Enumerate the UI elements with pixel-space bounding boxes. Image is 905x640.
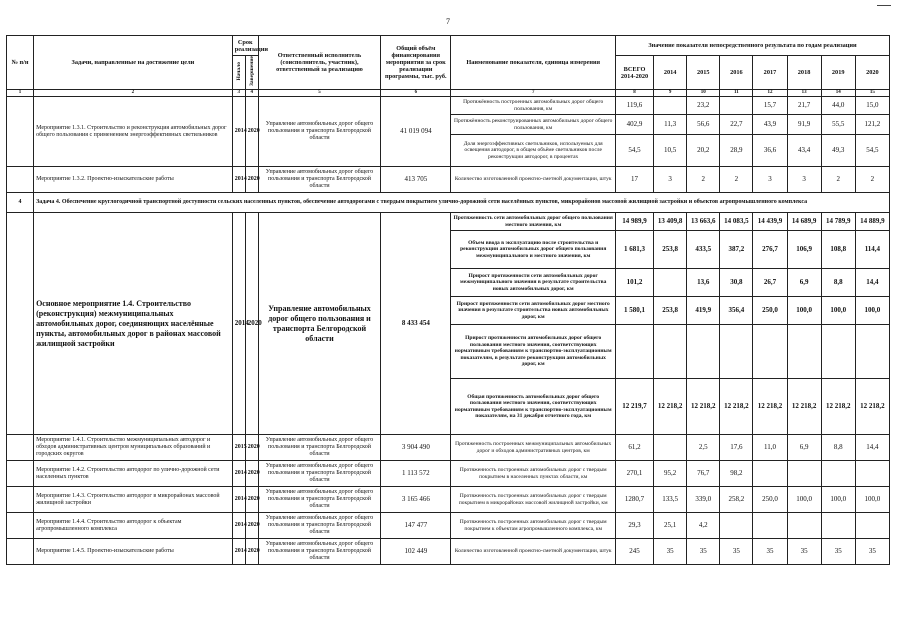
value-cell: 433,5 xyxy=(687,231,720,269)
value-cell: 21,7 xyxy=(787,97,821,115)
task-text: Задача 4. Обеспечение круглогодичной транспортной доступности сельских населенных пунктов, обеспечение автодорогами с твердым покрытием улично-дорожной сети населённых пунктов, микрорайонов массовой жилищной застройки и объектов агропромышленного комплекса xyxy=(34,193,890,213)
value-cell: 100,0 xyxy=(787,487,821,513)
funding-amount: 8 433 454 xyxy=(381,213,451,435)
measure-name: Мероприятие 1.3.2. Проектно-изыскательские работы xyxy=(34,167,233,193)
value-cell: 3 xyxy=(654,167,687,193)
value-cell xyxy=(753,461,787,487)
start-year: 2014 xyxy=(232,513,245,539)
responsible-executor: Управление автомобильных дорог общего пользования и транспорта Белгородской области xyxy=(258,213,380,435)
value-cell xyxy=(787,513,821,539)
value-cell: 245 xyxy=(615,539,653,565)
indicator-name: Количество изготовленной проектно-сметной документации, штук xyxy=(451,167,616,193)
column-number: 10 xyxy=(687,90,720,97)
value-cell: 270,1 xyxy=(615,461,653,487)
value-cell: 14 083,5 xyxy=(720,213,753,231)
value-cell: 101,2 xyxy=(615,269,653,297)
value-cell: 12 219,7 xyxy=(615,379,653,435)
value-cell xyxy=(787,461,821,487)
value-cell: 121,2 xyxy=(855,115,889,135)
value-cell: 2 xyxy=(855,167,889,193)
responsible-executor: Управление автомобильных дорог общего пользования и транспорта Белгородской области xyxy=(258,487,380,513)
value-cell: 23,2 xyxy=(687,97,720,115)
column-number: 1 xyxy=(7,90,34,97)
indicator-name: Протяженность построенных межмуниципальных автомобильных дорог и обходов административных центров, км xyxy=(451,435,616,461)
value-cell xyxy=(821,461,855,487)
value-cell: 22,7 xyxy=(720,115,753,135)
measure-name: Мероприятие 1.4.2. Строительство автодорог по улично-дорожной сети населенных пунктов xyxy=(34,461,233,487)
column-number: 11 xyxy=(720,90,753,97)
header-year: 2014 xyxy=(654,56,687,90)
value-cell: 91,9 xyxy=(787,115,821,135)
value-cell: 43,4 xyxy=(787,135,821,167)
start-year: 2014 xyxy=(232,461,245,487)
value-cell: 12 218,2 xyxy=(687,379,720,435)
column-number: 2 xyxy=(34,90,233,97)
value-cell: 253,8 xyxy=(654,297,687,325)
column-number: 3 xyxy=(232,90,245,97)
column-number: 12 xyxy=(753,90,787,97)
end-year: 2020 xyxy=(245,487,258,513)
value-cell: 356,4 xyxy=(720,297,753,325)
header-indicator: Наименование показателя, единица измерения xyxy=(451,36,616,90)
row-number xyxy=(7,539,34,565)
header-values: Значение показателя непосредственного результата по годам реализации xyxy=(615,36,889,56)
value-cell: 35 xyxy=(687,539,720,565)
responsible-executor: Управление автомобильных дорог общего пользования и транспорта Белгородской области xyxy=(258,539,380,565)
value-cell: 2 xyxy=(720,167,753,193)
value-cell: 3 xyxy=(753,167,787,193)
value-cell: 15,0 xyxy=(855,97,889,115)
value-cell: 8,8 xyxy=(821,435,855,461)
indicator-name: Прирост протяженности сети автомобильных дорог местного значения в результате строительства новых автомобильных дорог, км xyxy=(451,297,616,325)
value-cell: 276,7 xyxy=(753,231,787,269)
main-measure-row xyxy=(7,213,890,231)
row-number xyxy=(7,167,34,193)
measure-name: Мероприятие 1.4.1. Строительство межмуниципальных автодорог и обходов административных центров муниципальных образований и городских округов xyxy=(34,435,233,461)
value-cell: 35 xyxy=(753,539,787,565)
funding-amount: 3 165 466 xyxy=(381,487,451,513)
sub-measure-row xyxy=(7,539,890,565)
end-year: 2020 xyxy=(245,97,258,167)
value-cell: 258,2 xyxy=(720,487,753,513)
end-year: 2020 xyxy=(245,513,258,539)
value-cell: 35 xyxy=(720,539,753,565)
end-year: 2020 xyxy=(245,167,258,193)
column-number: 9 xyxy=(654,90,687,97)
value-cell: 26,7 xyxy=(753,269,787,297)
funding-amount: 102 449 xyxy=(381,539,451,565)
value-cell: 100,0 xyxy=(787,297,821,325)
value-cell: 29,3 xyxy=(615,513,653,539)
indicator-name: Протяжённость реконструированных автомобильных дорог общего пользования, км xyxy=(451,115,616,135)
end-year: 2020 xyxy=(245,435,258,461)
value-cell: 100,0 xyxy=(821,297,855,325)
column-number: 5 xyxy=(258,90,380,97)
value-cell: 11,3 xyxy=(654,115,687,135)
value-cell: 6,9 xyxy=(787,435,821,461)
value-cell xyxy=(821,513,855,539)
page-corner-mark xyxy=(877,5,891,6)
value-cell: 419,9 xyxy=(687,297,720,325)
start-year: 2014 xyxy=(232,97,245,167)
column-number: 6 xyxy=(381,90,451,97)
funding-amount: 3 904 490 xyxy=(381,435,451,461)
value-cell: 14,4 xyxy=(855,435,889,461)
sub-measure-row xyxy=(7,461,890,487)
value-cell: 11,0 xyxy=(753,435,787,461)
indicator-name: Объем ввода в эксплуатацию после строительства и реконструкции автомобильных дорог общего пользования межмуниципального и местного значения, км xyxy=(451,231,616,269)
responsible-executor: Управление автомобильных дорог общего пользования и транспорта Белгородской области xyxy=(258,461,380,487)
column-number: 14 xyxy=(821,90,855,97)
start-year: 2014 xyxy=(232,539,245,565)
measure-name: Мероприятие 1.4.5. Проектно-изыскательские работы xyxy=(34,539,233,565)
task-row xyxy=(7,193,890,213)
value-cell: 402,9 xyxy=(615,115,653,135)
value-cell: 76,7 xyxy=(687,461,720,487)
value-cell: 387,2 xyxy=(720,231,753,269)
value-cell xyxy=(787,325,821,379)
funding-amount: 1 113 572 xyxy=(381,461,451,487)
value-cell xyxy=(654,325,687,379)
value-cell: 14 689,9 xyxy=(787,213,821,231)
main-measure-name: Основное мероприятие 1.4. Строительство (реконструкция) межмуниципальных автомобильных дорог, соединяющих населённые пункты, автомобильных дорог в районах массовой жилищной застройки xyxy=(34,213,233,435)
sub-measure-row xyxy=(7,487,890,513)
indicator-name: Прирост протяженности сети автомобильных дорог межмуниципального значения в результате строительства новых автомобильных дорог, км xyxy=(451,269,616,297)
end-year: 2020 xyxy=(245,213,258,435)
value-cell: 100,0 xyxy=(821,487,855,513)
start-year: 2014 xyxy=(232,213,245,435)
value-cell: 28,9 xyxy=(720,135,753,167)
value-cell: 13 663,6 xyxy=(687,213,720,231)
header-year: 2019 xyxy=(821,56,855,90)
value-cell: 98,2 xyxy=(720,461,753,487)
value-cell: 30,8 xyxy=(720,269,753,297)
column-number: 13 xyxy=(787,90,821,97)
indicator-name: Доля энергоэффективных светильников, используемых для освещения автодорог, в общем объёме светильников после реконструкции автодорог, в процентах xyxy=(451,135,616,167)
end-year: 2020 xyxy=(245,461,258,487)
responsible-executor: Управление автомобильных дорог общего пользования и транспорта Белгородской области xyxy=(258,513,380,539)
value-cell: 250,0 xyxy=(753,297,787,325)
value-cell xyxy=(654,97,687,115)
responsible-executor: Управление автомобильных дорог общего пользования и транспорта Белгородской области xyxy=(258,167,380,193)
value-cell xyxy=(720,513,753,539)
value-cell: 133,5 xyxy=(654,487,687,513)
value-cell xyxy=(720,325,753,379)
indicator-name: Протяженность построенных автомобильных дорог с твердым покрытием в микрорайонах массовой жилищной застройки, км xyxy=(451,487,616,513)
value-cell: 13,6 xyxy=(687,269,720,297)
row-number xyxy=(7,461,34,487)
value-cell xyxy=(654,269,687,297)
value-cell: 95,2 xyxy=(654,461,687,487)
value-cell: 1 681,3 xyxy=(615,231,653,269)
value-cell: 14 789,9 xyxy=(821,213,855,231)
header-funding: Общий объём финансирования мероприятия за срок реализации программы, тыс. руб. xyxy=(381,36,451,90)
value-cell: 14 989,9 xyxy=(615,213,653,231)
value-cell: 108,8 xyxy=(821,231,855,269)
value-cell: 114,4 xyxy=(855,231,889,269)
value-cell: 4,2 xyxy=(687,513,720,539)
header-year: 2016 xyxy=(720,56,753,90)
header-year-total: ВСЕГО 2014-2020 xyxy=(615,56,653,90)
measure-name: Мероприятие 1.3.1. Строительство и реконструкция автомобильных дорог общего пользования с применением энергоэффективных светильников xyxy=(34,97,233,167)
value-cell: 339,0 xyxy=(687,487,720,513)
column-number: 4 xyxy=(245,90,258,97)
header-year: 2018 xyxy=(787,56,821,90)
value-cell: 61,2 xyxy=(615,435,653,461)
start-year: 2014 xyxy=(232,487,245,513)
measure-name: Мероприятие 1.4.4. Строительство автодорог к объектам агропромышленного комплекса xyxy=(34,513,233,539)
row-number xyxy=(7,487,34,513)
value-cell: 250,0 xyxy=(753,487,787,513)
indicator-name: Прирост протяженности автомобильных дорог общего пользования местного значения, соответствующих нормативным требованиям к транспортно-эксплуатационным показателям, в результате реконструкции автомобильных дорог, км xyxy=(451,325,616,379)
value-cell: 106,9 xyxy=(787,231,821,269)
header-year: 2017 xyxy=(753,56,787,90)
value-cell: 12 218,2 xyxy=(821,379,855,435)
value-cell: 100,0 xyxy=(855,487,889,513)
page-number: 7 xyxy=(446,17,450,26)
indicator-name: Общая протяженность автомобильных дорог общего пользования местного значения, соответствующих нормативным требованиям к транспортно-эксплуатационным показателям, на 31 декабря отчетного года, км xyxy=(451,379,616,435)
value-cell: 253,8 xyxy=(654,231,687,269)
table-row xyxy=(7,167,890,193)
value-cell: 54,5 xyxy=(855,135,889,167)
end-year: 2020 xyxy=(245,539,258,565)
value-cell xyxy=(855,513,889,539)
value-cell xyxy=(687,325,720,379)
indicator-name: Протяженность сети автомобильных дорог общего пользования местного значения, км xyxy=(451,213,616,231)
value-cell xyxy=(821,325,855,379)
funding-amount: 413 705 xyxy=(381,167,451,193)
value-cell xyxy=(615,325,653,379)
value-cell: 20,2 xyxy=(687,135,720,167)
header-year: 2015 xyxy=(687,56,720,90)
header-row-1 xyxy=(7,36,890,56)
responsible-executor: Управление автомобильных дорог общего пользования и транспорта Белгородской области xyxy=(258,97,380,167)
value-cell: 15,7 xyxy=(753,97,787,115)
value-cell: 14 889,9 xyxy=(855,213,889,231)
value-cell: 36,6 xyxy=(753,135,787,167)
value-cell: 44,0 xyxy=(821,97,855,115)
value-cell: 1280,7 xyxy=(615,487,653,513)
value-cell: 14,4 xyxy=(855,269,889,297)
value-cell: 12 218,2 xyxy=(855,379,889,435)
funding-amount: 41 019 094 xyxy=(381,97,451,167)
indicator-name: Протяжённость построенных автомобильных дорог общего пользования, км xyxy=(451,97,616,115)
funding-amount: 147 477 xyxy=(381,513,451,539)
value-cell: 25,1 xyxy=(654,513,687,539)
program-table xyxy=(6,35,890,565)
value-cell xyxy=(753,325,787,379)
header-year: 2020 xyxy=(855,56,889,90)
header-exec: Ответственный исполнитель (соисполнитель, участник), ответственный за реализацию xyxy=(258,36,380,90)
value-cell: 3 xyxy=(787,167,821,193)
start-year: 2015 xyxy=(232,435,245,461)
value-cell: 12 218,2 xyxy=(654,379,687,435)
value-cell xyxy=(654,435,687,461)
indicator-name: Протяженность построенных автомобильных дорог с твердым покрытием к объектам агропромышленного комплекса, км xyxy=(451,513,616,539)
value-cell: 1 580,1 xyxy=(615,297,653,325)
value-cell: 119,6 xyxy=(615,97,653,115)
value-cell: 35 xyxy=(654,539,687,565)
column-number: 8 xyxy=(615,90,653,97)
row-number xyxy=(7,513,34,539)
value-cell xyxy=(855,325,889,379)
value-cell: 54,5 xyxy=(615,135,653,167)
header-end: Завершение xyxy=(245,56,258,90)
header-start: Начало xyxy=(232,56,245,90)
value-cell: 17 xyxy=(615,167,653,193)
value-cell: 12 218,2 xyxy=(753,379,787,435)
table-row xyxy=(7,97,890,115)
row-number xyxy=(7,213,34,435)
start-year: 2014 xyxy=(232,167,245,193)
column-number: 7 xyxy=(451,90,616,97)
header-task: Задачи, направленные на достижение цели xyxy=(34,36,233,90)
value-cell xyxy=(753,513,787,539)
indicator-name: Количество изготовленной проектно-сметной документации, штук xyxy=(451,539,616,565)
value-cell: 12 218,2 xyxy=(787,379,821,435)
value-cell xyxy=(720,97,753,115)
value-cell xyxy=(855,461,889,487)
value-cell: 49,3 xyxy=(821,135,855,167)
value-cell: 35 xyxy=(821,539,855,565)
value-cell: 10,5 xyxy=(654,135,687,167)
value-cell: 35 xyxy=(787,539,821,565)
column-number: 15 xyxy=(855,90,889,97)
measure-name: Мероприятие 1.4.3. Строительство автодорог в микрорайонах массовой жилищной застройки xyxy=(34,487,233,513)
header-term: Срок реализации xyxy=(232,36,258,56)
sub-measure-row xyxy=(7,435,890,461)
value-cell: 2,5 xyxy=(687,435,720,461)
value-cell: 6,9 xyxy=(787,269,821,297)
value-cell: 12 218,2 xyxy=(720,379,753,435)
value-cell: 17,6 xyxy=(720,435,753,461)
value-cell: 8,8 xyxy=(821,269,855,297)
responsible-executor: Управление автомобильных дорог общего пользования и транспорта Белгородской области xyxy=(258,435,380,461)
column-number-row xyxy=(7,90,890,97)
indicator-name: Протяженность построенных автомобильных дорог с твердым покрытием в населенных пунктах области, км xyxy=(451,461,616,487)
header-no: № п/н xyxy=(7,36,34,90)
task-number: 4 xyxy=(7,193,34,213)
value-cell: 100,0 xyxy=(855,297,889,325)
value-cell: 56,6 xyxy=(687,115,720,135)
value-cell: 2 xyxy=(821,167,855,193)
value-cell: 14 439,9 xyxy=(753,213,787,231)
value-cell: 2 xyxy=(687,167,720,193)
value-cell: 55,5 xyxy=(821,115,855,135)
row-number xyxy=(7,435,34,461)
value-cell: 43,9 xyxy=(753,115,787,135)
value-cell: 13 409,8 xyxy=(654,213,687,231)
row-number xyxy=(7,97,34,167)
sub-measure-row xyxy=(7,513,890,539)
value-cell: 35 xyxy=(855,539,889,565)
